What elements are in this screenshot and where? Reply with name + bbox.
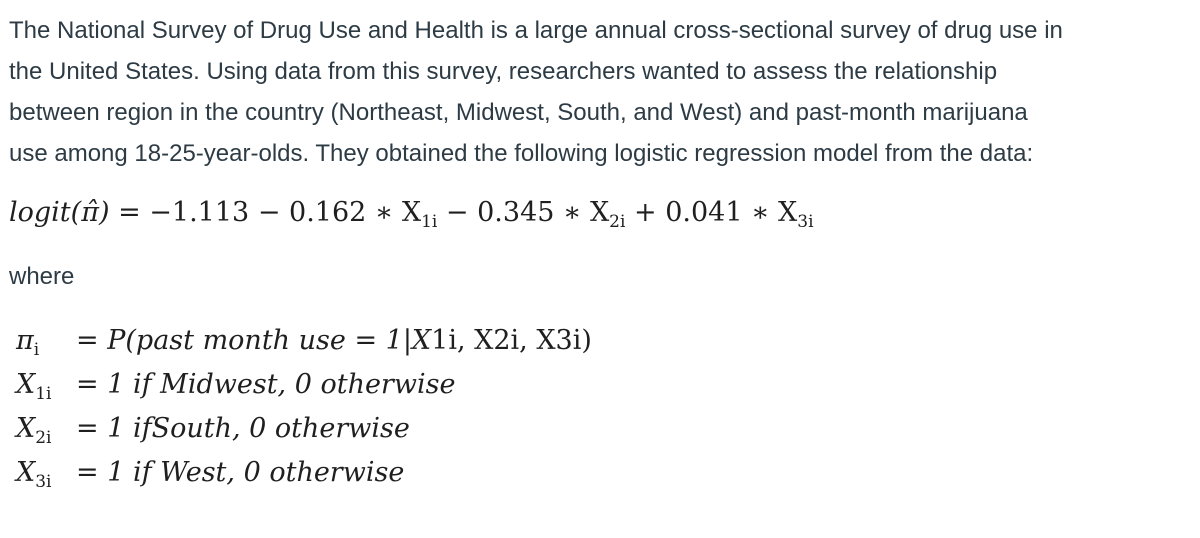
intro-paragraph [9, 10, 1194, 174]
model-term-1: − 0.162 ∗ $X_{1i}$ [257, 197, 438, 232]
definition-x2: $X_{2i}$ = 1 ifSouth, 0 otherwise [16, 412, 410, 448]
intro-line-4: use among 18-25-year-olds. They obtained the following logistic regression model from the data: [9, 140, 1034, 167]
model-intercept: −1.113 [149, 197, 250, 228]
definition-x3-rhs: = 1 if West, 0 otherwise [76, 456, 405, 488]
definition-x1: $X_{1i}$ = 1 if Midwest, 0 otherwise [16, 368, 456, 404]
intro-line-1: The National Survey of Drug Use and Health is a large annual cross-sectional survey of drug use in [9, 17, 1063, 44]
where-label: where [9, 263, 75, 290]
definition-x2-rhs: = 1 ifSouth, 0 otherwise [76, 412, 410, 444]
definition-x3: $X_{3i}$ = 1 if West, 0 otherwise [16, 456, 405, 492]
definition-x1-rhs: = 1 if Midwest, 0 otherwise [76, 368, 456, 400]
logistic-model-equation [9, 197, 814, 232]
intro-line-3: between region in the country (Northeast, Midwest, South, and West) and past-month marijuana [9, 99, 1028, 126]
model-equals: = [118, 197, 141, 228]
intro-line-2: the United States. Using data from this survey, researchers wanted to assess the relationship [9, 58, 998, 85]
variable-definitions [16, 318, 592, 494]
definition-pi-rhs: = P(past month use = 1|X [76, 324, 432, 356]
model-term-2: − 0.345 ∗ $X_{2i}$ [445, 197, 626, 232]
model-lhs: logit(π̂) [9, 197, 110, 228]
model-term-3: + 0.041 ∗ $X_{3i}$ [634, 197, 814, 232]
definition-pi: $\pi_i$ = P(past month use = 1|X 1i, X2i, X3i) [16, 324, 592, 360]
definition-pi-tail: 1i, X2i, X3i) [431, 324, 592, 356]
